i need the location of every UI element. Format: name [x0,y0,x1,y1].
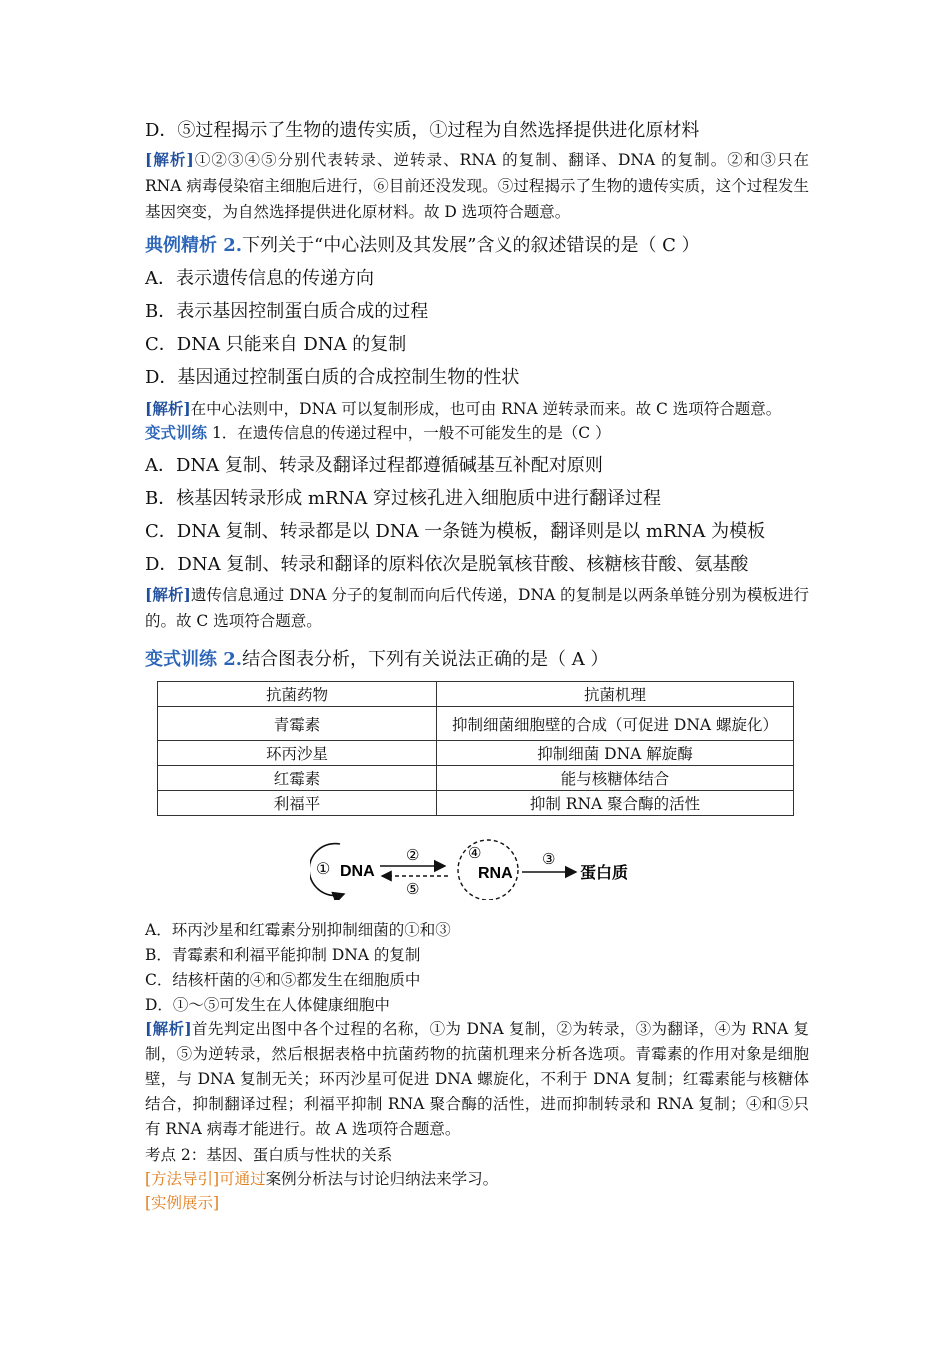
kaodian-heading: 考点 2：基因、蛋白质与性状的关系 [145,1146,393,1164]
process-number-1: ① [316,859,331,878]
analysis-tag: [解析] [145,399,191,418]
analysis-tag: [解析] [145,150,194,169]
table-cell: 红霉素 [158,766,437,791]
v1-option: D．DNA 复制、转录和翻译的原料依次是脱氧核苷酸、核糖核苷酸、氨基酸 [145,554,749,575]
table-row [158,707,794,741]
analysis-text: 在中心法则中，DNA 可以复制形成，也可由 RNA 逆转录而来。故 C 选项符合题意。 [190,400,782,418]
method-guide [145,1167,498,1189]
q2-option: B．表示基因控制蛋白质合成的过程 [145,301,429,322]
q2-option: A．表示遗传信息的传递方向 [145,268,374,289]
table-row [158,766,794,791]
table-row [158,791,794,816]
v2-option: B．青霉素和利福平能抑制 DNA 的复制 [145,946,421,964]
q1-option-d: D．⑤过程揭示了生物的遗传实质，①过程为自然选择提供进化原材料 [145,120,700,141]
method-tag: [方法导引]可通过 [145,1170,266,1188]
q2-stem [145,231,700,257]
v1-head: 变式训练 [145,423,208,442]
central-dogma-diagram [310,838,640,900]
table-cell: 抑制细菌 DNA 解旋酶 [437,741,794,766]
q2-option: D．基因通过控制蛋白质的合成控制生物的性状 [145,367,520,388]
v1-stem-text: 1．在遗传信息的传递过程中，一般不可能发生的是（C ） [207,424,611,442]
q2-option: C．DNA 只能来自 DNA 的复制 [145,334,407,355]
drug-table [157,681,794,816]
v1-stem [145,421,611,443]
v2-option: D．①～⑤可发生在人体健康细胞中 [145,996,390,1014]
analysis-tag: [解析] [145,585,191,604]
analysis-text: 首先判定出图中各个过程的名称，①为 DNA 复制，②为转录，③为翻译，④为 RNA 复制，⑤为逆转录，然后根据表格中抗菌药物的抗菌机理来分析各选项。青霉素的作用对象是细胞壁，与 DNA 复制无关；环丙沙星可促进 DNA 螺旋化，不利于 DNA 复制；红霉素能与核糖体结合，抑制翻译过程；利福平抑制 RNA 聚合酶的活性，进而抑制转录和 RNA 复制；④和⑤只有 RNA 病毒才能进行。故 A 选项符合题意。 [145,1020,809,1138]
table-row [158,741,794,766]
v2-option: C．结核杆菌的④和⑤都发生在细胞质中 [145,971,421,989]
process-number-5: ⑤ [406,880,420,898]
table-header: 抗菌药物 [158,682,437,707]
table-header-row [158,682,794,707]
example-tag: [实例展示] [145,1194,220,1212]
table-cell: 利福平 [158,791,437,816]
table-cell: 能与核糖体结合 [437,766,794,791]
table-cell: 抑制 RNA 聚合酶的活性 [437,791,794,816]
q2-stem-text: 下列关于“中心法则及其发展”含义的叙述错误的是（ C ） [242,235,700,256]
table-cell: 青霉素 [158,707,437,741]
v1-analysis [145,582,809,634]
v2-stem [145,645,609,671]
v1-option: A．DNA 复制、转录及翻译过程都遵循碱基互补配对原则 [145,455,603,476]
method-text: 案例分析法与讨论归纳法来学习。 [265,1170,499,1188]
process-number-3: ③ [542,850,556,868]
v1-option: C．DNA 复制、转录都是以 DNA 一条链为模板，翻译则是以 mRNA 为模板 [145,521,766,542]
table-cell: 环丙沙星 [158,741,437,766]
table-header: 抗菌机理 [437,682,794,707]
v2-option: A．环丙沙星和红霉素分别抑制细菌的①和③ [145,921,451,939]
dna-label: DNA [340,863,375,880]
table-cell: 抑制细菌细胞壁的合成（可促进 DNA 螺旋化） [437,707,794,741]
v2-analysis [145,1016,809,1142]
analysis-text: ①②③④⑤分别代表转录、逆转录、RNA 的复制、翻译、DNA 的复制。②和③只在 RNA 病毒侵染宿主细胞后进行，⑥目前还没发现。⑤过程揭示了生物的遗传实质，这个过程发生基因突变，为自然选择提供进化原材料。故 D 选项符合题意。 [145,151,810,221]
v1-option: B．核基因转录形成 mRNA 穿过核孔进入细胞质中进行翻译过程 [145,488,662,509]
q2-head: 典例精析 2. [145,235,243,256]
q1-analysis [145,147,809,225]
v2-stem-text: 结合图表分析，下列有关说法正确的是（ A ） [242,649,609,670]
process-number-4: ④ [468,844,482,862]
process-number-2: ② [406,846,420,864]
q2-analysis [145,397,781,419]
rna-label: RNA [478,865,513,882]
analysis-text: 遗传信息通过 DNA 分子的复制而向后代传递，DNA 的复制是以两条单链分别为模板进行的。故 C 选项符合题意。 [145,586,810,630]
analysis-tag: [解析] [145,1019,192,1038]
v2-head: 变式训练 2. [145,649,243,670]
protein-label: 蛋白质 [580,863,629,882]
